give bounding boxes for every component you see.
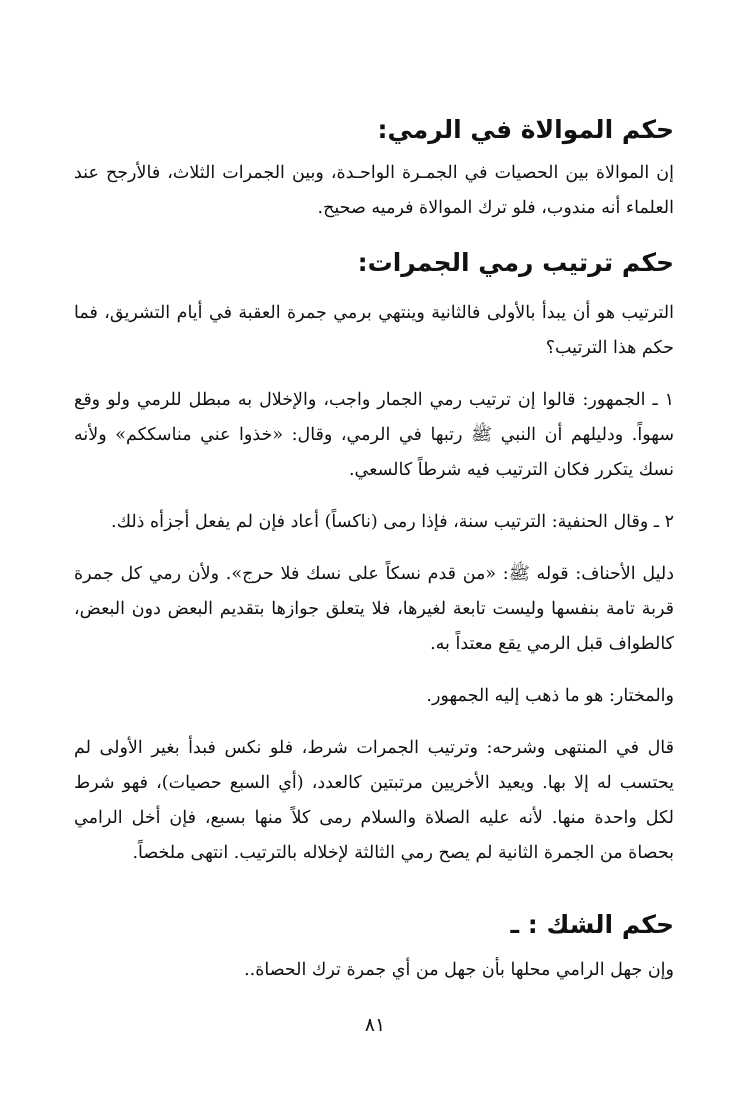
paragraph: والمختار: هو ما ذهب إليه الجمهور. (426, 686, 674, 706)
section-body-shakk (74, 953, 674, 988)
paragraph: إن الموالاة بين الحصيات في الجمـرة الواحـدة، وبين الجمرات الثلاث، فالأرجح عند العلماء أنه مندوب، فلو ترك الموالاة فرميه صحيح. (74, 163, 674, 218)
section-heading-tartib: حكم ترتيب رمي الجمرات: (357, 248, 674, 277)
section-body-tartib (74, 296, 674, 871)
page-number: ٨١ (364, 1014, 386, 1036)
paragraph: ١ ـ الجمهور: قالوا إن ترتيب رمي الجمار واجب، والإخلال به مبطل للرمي ولو وقع سهواً. ودليلهم أن النبي ﷺ رتبها في الرمي، وقال: «خذوا عني مناسككم» ولأنه نسك يتكرر فكان الترتيب فيه شرطاً كالسعي. (74, 390, 674, 480)
paragraph: دليل الأحناف: قوله ﷺ: «من قدم نسكاً على نسك فلا حرج». ولأن رمي كل جمرة قربة تامة بنفسها وليست تابعة لغيرها، فلا يتعلق جوازها بتقديم البعض دون البعض، كالطواف قبل الرمي يقع معتداً به. (74, 564, 674, 654)
paragraph: قال في المنتهى وشرحه: وترتيب الجمرات شرط، فلو نكس فبدأ بغير الأولى لم يحتسب له إلا بها. ويعيد الأخريين مرتبتين كالعدد، (أي السبع حصيات)، فهو شرط لكل واحدة منها. لأنه عليه الصلاة والسلام رمى كلاً منها بسبع، فإن أخل الرامي بحصاة من الجمرة الثانية لم يصح رمي الثالثة لإخلاله بالترتيب. انتهى ملخصاً. (74, 738, 674, 863)
paragraph: ٢ ـ وقال الحنفية: الترتيب سنة، فإذا رمى (ناكساً) أعاد فإن لم يفعل أجزأه ذلك. (111, 512, 674, 532)
section-heading-muwalat: حكم الموالاة في الرمي: (377, 115, 674, 144)
section-body-muwalat (74, 156, 674, 226)
section-heading-shakk: حكم الشك : ـ (510, 910, 674, 939)
paragraph: وإن جهل الرامي محلها بأن جهل من أي جمرة ترك الحصاة.. (244, 960, 674, 980)
paragraph: الترتيب هو أن يبدأ بالأولى فالثانية وينتهي برمي جمرة العقبة في أيام التشريق، فما حكم هذا الترتيب؟ (74, 303, 674, 358)
